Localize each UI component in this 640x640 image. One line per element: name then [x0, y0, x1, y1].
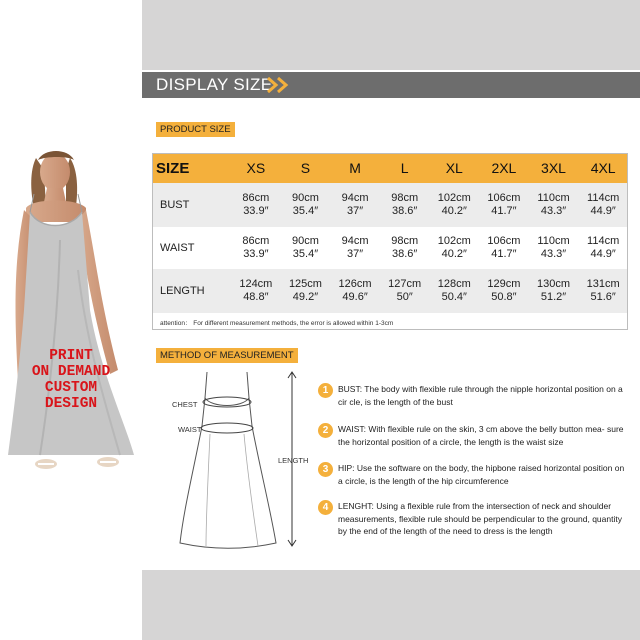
step-number-2: 2	[318, 423, 333, 438]
table-cell: 128cm 50.4″	[429, 269, 479, 313]
bottom-gray-band	[142, 570, 640, 640]
table-cell: 126cm 49.6″	[330, 269, 380, 313]
table-cell: 90cm 35.4″	[281, 183, 331, 227]
table-row-bust	[152, 183, 628, 227]
size-col-4xl: 4XL	[578, 153, 628, 183]
print-line-3: CUSTOM	[44, 380, 98, 396]
step-number-4: 4	[318, 500, 333, 515]
waist-label: WAIST	[178, 425, 202, 434]
print-line-4: DESIGN	[44, 396, 98, 412]
print-on-demand-text	[6, 348, 136, 412]
step-waist	[318, 423, 630, 448]
attention-note: attention： For different measurement methods, the error is allowed within 1-3cm	[160, 320, 394, 327]
row-label: LENGTH	[152, 269, 231, 313]
table-cell: 86cm 33.9″	[231, 183, 281, 227]
table-cell: 86cm 33.9″	[231, 227, 281, 269]
step-number-3: 3	[318, 462, 333, 477]
table-cell: 124cm 48.8″	[231, 269, 281, 313]
size-col-xs: XS	[231, 153, 281, 183]
product-size-tag: PRODUCT SIZE	[156, 122, 235, 137]
step-number-1: 1	[318, 383, 333, 398]
step-length	[318, 500, 630, 538]
table-cell: 106cm 41.7″	[479, 227, 529, 269]
table-cell: 127cm 50″	[380, 269, 430, 313]
display-size-header	[142, 72, 640, 98]
step-text: LENGHT: Using a flexible rule from the intersection of neck and shoulder measurements, flexible rule should be perpendicular to the ground, quantity by the end of the length of the need to dress is the length	[338, 501, 622, 536]
table-cell: 110cm 43.3″	[529, 227, 579, 269]
size-col-l: L	[380, 153, 430, 183]
table-cell: 94cm 37″	[330, 183, 380, 227]
table-row-length	[152, 269, 628, 313]
print-line-1: PRINT	[49, 348, 93, 364]
table-cell: 102cm 40.2″	[429, 227, 479, 269]
row-label: BUST	[152, 183, 231, 227]
row-label: WAIST	[152, 227, 231, 269]
display-size-title: DISPLAY SIZE	[156, 75, 273, 94]
table-cell: 98cm 38.6″	[380, 183, 430, 227]
table-cell: 98cm 38.6″	[380, 227, 430, 269]
size-col-xl: XL	[429, 153, 479, 183]
length-label: LENGTH	[278, 456, 309, 465]
step-text: WAIST: With flexible rule on the skin, 3 cm above the belly button mea- sure the horizontal position of a circle, the length is the waist size	[338, 424, 624, 447]
step-bust	[318, 383, 630, 408]
print-line-2: ON DEMAND	[31, 364, 111, 380]
table-cell: 125cm 49.2″	[281, 269, 331, 313]
table-cell: 131cm 51.6″	[578, 269, 628, 313]
method-tag: METHOD OF MEASUREMENT	[156, 348, 298, 363]
table-cell: 129cm 50.8″	[479, 269, 529, 313]
double-chevron-icon	[266, 77, 292, 93]
table-cell: 114cm 44.9″	[578, 227, 628, 269]
size-col-3xl: 3XL	[529, 153, 579, 183]
table-cell: 90cm 35.4″	[281, 227, 331, 269]
size-chart-table	[152, 153, 628, 313]
size-col-header: SIZE	[152, 153, 231, 183]
size-col-m: M	[330, 153, 380, 183]
size-header-row	[152, 153, 628, 183]
step-text: BUST: The body with flexible rule through the nipple horizontal position on a cir cle, is the length of the bust	[338, 384, 623, 407]
size-col-2xl: 2XL	[479, 153, 529, 183]
size-col-s: S	[281, 153, 331, 183]
table-cell: 130cm 51.2″	[529, 269, 579, 313]
step-text: HIP: Use the software on the body, the hipbone raised horizontal position on a circle, is the length of the hip circumference	[338, 463, 625, 486]
chest-label: CHEST	[172, 400, 198, 409]
table-cell: 94cm 37″	[330, 227, 380, 269]
top-gray-band	[142, 0, 640, 70]
table-cell: 110cm 43.3″	[529, 183, 579, 227]
table-cell: 106cm 41.7″	[479, 183, 529, 227]
step-hip	[318, 462, 630, 487]
table-cell: 102cm 40.2″	[429, 183, 479, 227]
model-photo	[0, 150, 142, 480]
table-row-waist	[152, 227, 628, 269]
table-cell: 114cm 44.9″	[578, 183, 628, 227]
